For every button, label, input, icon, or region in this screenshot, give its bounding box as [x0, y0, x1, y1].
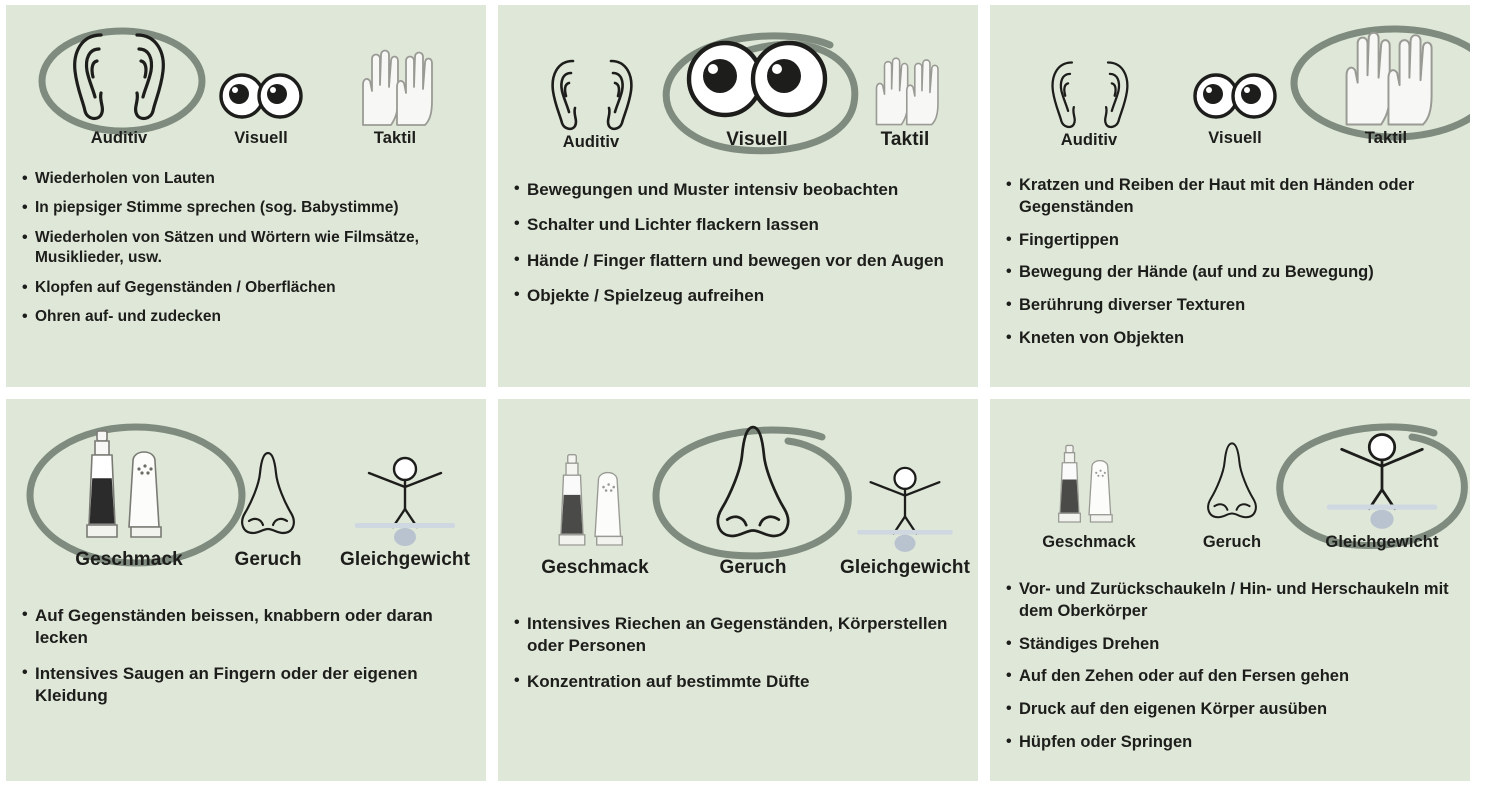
list-item: • Schalter und Lichter flackern lassen	[512, 214, 964, 236]
icon-label: Auditiv	[1060, 131, 1118, 149]
icon-row	[20, 15, 472, 165]
icon-label: Auditiv	[90, 129, 148, 147]
icon-label: Visuell	[234, 129, 288, 147]
salt-pepper-icon	[520, 437, 670, 555]
ears-icon	[54, 15, 184, 127]
hands-icon	[842, 29, 968, 127]
icon-cell-geschmack[interactable]	[1014, 427, 1164, 552]
bullet-list	[1004, 175, 1456, 350]
card-geruch	[498, 399, 978, 781]
card-auditiv	[6, 5, 486, 387]
bullet-list	[1004, 579, 1456, 754]
list-item: • Klopfen auf Gegenständen / Oberflächen	[20, 278, 472, 298]
list-item: • Intensives Riechen an Gegenständen, Körperstellen oder Personen	[512, 613, 964, 658]
balance-figure-icon	[316, 445, 486, 547]
list-item: • Auf den Zehen oder auf den Fersen gehen	[1004, 666, 1456, 688]
card-visuell	[498, 5, 978, 387]
list-item: • Fingertippen	[1004, 230, 1456, 252]
icon-label: Taktil	[1364, 129, 1408, 147]
eyes-icon	[672, 19, 842, 127]
icon-label: Geruch	[719, 557, 787, 578]
icon-cell-visuell[interactable]	[672, 19, 842, 151]
list-item: • Objekte / Spielzeug aufreihen	[512, 285, 964, 307]
list-item: • Auf Gegenständen beissen, knabbern oder daran lecken	[20, 605, 472, 650]
list-item: • In piepsiger Stimme sprechen (sog. Babystimme)	[20, 198, 472, 218]
list-item: • Druck auf den eigenen Körper ausüben	[1004, 699, 1456, 721]
list-item: • Wiederholen von Sätzen und Wörtern wie Filmsätze, Musiklieder, usw.	[20, 228, 472, 269]
list-item: • Bewegungen und Muster intensiv beobachten	[512, 179, 964, 201]
icon-label: Auditiv	[562, 133, 620, 151]
icon-cell-gleichgewicht[interactable]	[1292, 423, 1470, 552]
icon-cell-geschmack[interactable]	[520, 437, 670, 579]
eyes-icon	[198, 15, 324, 127]
list-item: • Hände / Finger flattern und bewegen vor den Augen	[512, 250, 964, 272]
ears-icon	[1024, 33, 1154, 129]
icon-cell-visuell[interactable]	[198, 15, 324, 148]
icon-label: Geschmack	[75, 549, 183, 570]
list-item: • Bewegung der Hände (auf und zu Bewegung)	[1004, 262, 1456, 284]
icon-label: Geschmack	[1042, 533, 1136, 551]
icon-label: Geruch	[234, 549, 302, 570]
balance-figure-icon	[824, 439, 978, 555]
icon-cell-gleichgewicht[interactable]	[316, 445, 486, 571]
icon-row	[1004, 409, 1456, 571]
hands-icon	[332, 15, 458, 127]
bullet-list	[20, 169, 472, 328]
icon-label: Geschmack	[541, 557, 649, 578]
icon-cell-auditiv[interactable]	[54, 15, 184, 148]
icon-cell-visuell[interactable]	[1172, 37, 1298, 148]
list-item: • Hüpfen oder Springen	[1004, 732, 1456, 754]
list-item: • Vor- und Zurückschaukeln / Hin- und Herschaukeln mit dem Oberkörper	[1004, 579, 1456, 623]
icon-cell-taktil[interactable]	[842, 29, 968, 151]
icon-label: Taktil	[880, 129, 930, 150]
ears-icon	[526, 35, 656, 131]
icon-row	[512, 15, 964, 165]
list-item: • Konzentration auf bestimmte Düfte	[512, 671, 964, 693]
list-item: • Intensives Saugen an Fingern oder der eigenen Kleidung	[20, 663, 472, 708]
nose-icon	[668, 417, 838, 555]
icon-label: Gleichgewicht	[839, 557, 971, 578]
icon-cell-auditiv[interactable]	[1024, 33, 1154, 150]
icon-cell-gleichgewicht[interactable]	[824, 439, 978, 579]
salt-pepper-icon	[44, 417, 214, 547]
icon-cell-taktil[interactable]	[332, 15, 458, 148]
card-geschmack	[6, 399, 486, 781]
salt-pepper-icon	[1014, 427, 1164, 531]
icon-row	[512, 409, 971, 597]
list-item: • Kratzen und Reiben der Haut mit den Händen oder Gegenständen	[1004, 175, 1456, 219]
card-taktil	[990, 5, 1470, 387]
card-gleichgewicht	[990, 399, 1470, 781]
icon-row	[1004, 15, 1456, 165]
icon-label: Visuell	[726, 129, 788, 150]
icon-label: Taktil	[373, 129, 417, 147]
hands-icon	[1304, 17, 1468, 127]
list-item: • Kneten von Objekten	[1004, 328, 1456, 350]
list-item: • Ohren auf- und zudecken	[20, 307, 472, 327]
icon-label: Geruch	[1202, 533, 1262, 551]
nose-icon	[1166, 431, 1298, 531]
icon-cell-geruch[interactable]	[668, 417, 838, 579]
icon-label: Gleichgewicht	[1325, 533, 1439, 551]
icon-cell-geruch[interactable]	[202, 443, 334, 571]
icon-cell-taktil[interactable]	[1304, 17, 1468, 148]
list-item: • Wiederholen von Lauten	[20, 169, 472, 189]
icon-label: Visuell	[1208, 129, 1262, 147]
bullet-list	[20, 605, 472, 708]
nose-icon	[202, 443, 334, 547]
list-item: • Berührung diverser Texturen	[1004, 295, 1456, 317]
icon-cell-geschmack[interactable]	[44, 417, 214, 571]
icon-label: Gleichgewicht	[339, 549, 471, 570]
list-item: • Ständiges Drehen	[1004, 634, 1456, 656]
bullet-list	[512, 613, 964, 693]
bullet-list	[512, 179, 964, 308]
icon-cell-auditiv[interactable]	[526, 35, 656, 152]
eyes-icon	[1172, 37, 1298, 127]
icon-row	[20, 409, 472, 587]
icon-cell-geruch[interactable]	[1166, 431, 1298, 552]
balance-figure-icon	[1292, 423, 1470, 531]
